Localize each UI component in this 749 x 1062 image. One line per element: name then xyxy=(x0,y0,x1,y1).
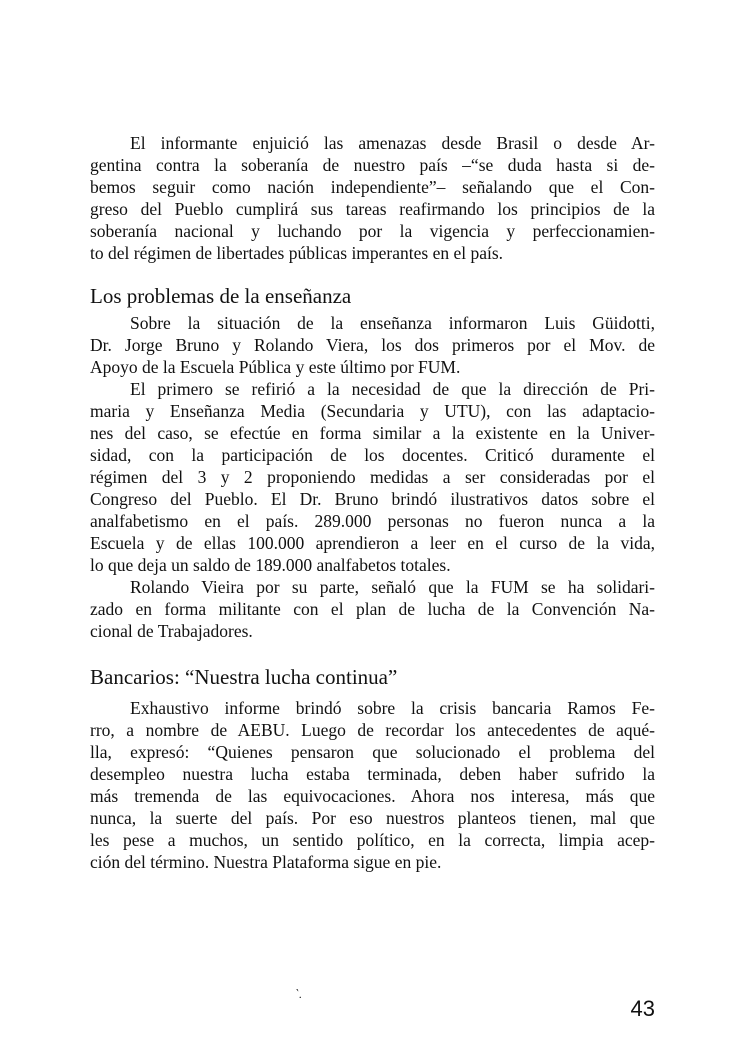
section2-p1-line-8: ción del término. Nuestra Plataforma sigue en pie. xyxy=(90,852,442,872)
section-heading-bancarios: Bancarios: “Nuestra lucha continua” xyxy=(90,665,398,689)
section1-p2-line-4: sidad, con la participación de los docentes. Criticó duramente el xyxy=(90,445,655,465)
intro-line-4: greso del Pueblo cumplirá sus tareas reafirmando los principios de la xyxy=(90,199,655,219)
intro-line-2: gentina contra la soberanía de nuestro país –“se duda hasta si de- xyxy=(90,155,655,175)
section1-p1-line-2: Dr. Jorge Bruno y Rolando Viera, los dos primeros por el Mov. de xyxy=(90,335,655,355)
section2-p1-line-6: nunca, la suerte del país. Por eso nuestros planteos tienen, mal que xyxy=(90,808,655,828)
section2-p1-line-7: les pese a muchos, un sentido político, en la correcta, limpia acep- xyxy=(90,830,655,850)
print-speck: ‵. xyxy=(296,987,302,1001)
section1-p2-line-1: El primero se refirió a la necesidad de que la dirección de Pri- xyxy=(130,379,655,399)
section1-p1-line-1: Sobre la situación de la enseñanza informaron Luis Güidotti, xyxy=(130,313,655,333)
section2-p1-line-5: más tremenda de las equivocaciones. Ahora nos interesa, más que xyxy=(90,786,655,806)
section1-p2-line-9: lo que deja un saldo de 189.000 analfabetos totales. xyxy=(90,555,451,575)
intro-line-5: soberanía nacional y luchando por la vigencia y perfeccionamien- xyxy=(90,221,655,241)
intro-line-6: to del régimen de libertades públicas imperantes en el país. xyxy=(90,243,504,263)
section1-p2-line-2: maria y Enseñanza Media (Secundaria y UTU), con las adaptacio- xyxy=(90,401,655,421)
section2-p1-line-1: Exhaustivo informe brindó sobre la crisis bancaria Ramos Fe- xyxy=(130,698,655,718)
section1-p2-line-6: Congreso del Pueblo. El Dr. Bruno brindó ilustrativos datos sobre el xyxy=(90,489,655,509)
section2-p1-line-3: lla, expresó: “Quienes pensaron que solucionado el problema del xyxy=(90,742,655,762)
section1-p2-line-8: Escuela y de ellas 100.000 aprendieron a leer en el curso de la vida, xyxy=(90,533,655,553)
section1-p2-line-3: nes del caso, se efectúe en forma similar a la existente en la Univer- xyxy=(90,423,655,443)
section1-p3-line-2: zado en forma militante con el plan de lucha de la Convención Na- xyxy=(90,599,655,619)
section2-p1-line-2: rro, a nombre de AEBU. Luego de recordar los antecedentes de aqué- xyxy=(90,720,655,740)
section1-p2-line-5: régimen del 3 y 2 proponiendo medidas a ser consideradas por el xyxy=(90,467,655,487)
section2-p1-line-4: desempleo nuestra lucha estaba terminada, deben haber sufrido la xyxy=(90,764,655,784)
section1-p3-line-3: cional de Trabajadores. xyxy=(90,621,253,641)
section1-p1-line-3: Apoyo de la Escuela Pública y este último por FUM. xyxy=(90,357,461,377)
section1-p2-line-7: analfabetismo en el país. 289.000 personas no fueron nunca a la xyxy=(90,511,655,531)
intro-line-3: bemos seguir como nación independiente”– señalando que el Con- xyxy=(90,177,655,197)
section1-p3-line-1: Rolando Vieira por su parte, señaló que la FUM se ha solidari- xyxy=(130,577,655,597)
section-heading-ensenanza: Los problemas de la enseñanza xyxy=(90,284,352,308)
page-number: 43 xyxy=(630,996,655,1021)
intro-line-1: El informante enjuició las amenazas desde Brasil o desde Ar- xyxy=(130,133,655,153)
